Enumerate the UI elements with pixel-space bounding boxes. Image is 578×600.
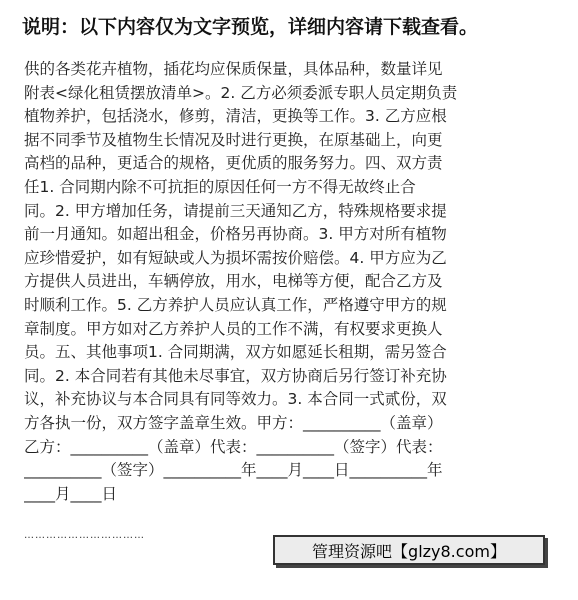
text-line: 据不同季节及植物生长情况及时进行更换，在原基础上，向更 <box>24 130 443 149</box>
text-line: 应珍惜爱护，如有短缺或人为损坏需按价赔偿。4. 甲方应为乙 <box>24 248 447 267</box>
text-line: 高档的品种，更适合的规格，更优质的服务努力。四、双方责 <box>24 154 443 173</box>
text-line: 供的各类花卉植物，插花均应保质保量，具体品种，数量详见 <box>24 60 443 78</box>
text-line: 附表<绿化租赁摆放清单>。2. 乙方必须委派专职人员定期负责 <box>24 83 458 102</box>
text-line: ____月____日 <box>24 484 118 503</box>
text-line: 方各执一份，双方签字盖章生效。甲方：__________（盖章） <box>24 413 443 432</box>
text-line: 员。五、其他事项1. 合同期满，双方如愿延长租期，需另签合 <box>24 343 447 362</box>
text-line: 同。2. 甲方增加任务，请提前三天通知乙方，特殊规格要求提 <box>24 201 447 220</box>
text-line: 植物养护，包括浇水，修剪，清洁，更换等工作。3. 乙方应根 <box>24 107 447 126</box>
text-line: 前一月通知。如超出租金，价格另再协商。3. 甲方对所有植物 <box>24 225 447 244</box>
preview-notice: 说明：以下内容仅为文字预览，详细内容请下载查看。 <box>22 16 479 38</box>
text-line: 议，补充协议与本合同具有同等效力。3. 本合同一式贰份，双 <box>24 390 447 409</box>
text-line: 同。2. 本合同若有其他未尽事宜，双方协商后另行签订补充协 <box>24 366 447 385</box>
ellipsis-dots: …………………………… <box>24 530 145 541</box>
text-line: 任1. 合同期内除不可抗拒的原因任何一方不得无故终止合 <box>24 177 416 196</box>
text-line: 章制度。甲方如对乙方养护人员的工作不满，有权要求更换人 <box>24 319 443 338</box>
text-line: 时顺利工作。5. 乙方养护人员应认真工作，严格遵守甲方的规 <box>24 295 447 314</box>
text-line: __________（签字）__________年____月____日__________年 <box>24 461 443 480</box>
contract-text <box>24 58 554 506</box>
site-watermark-badge[interactable]: 管理资源吧【glzy8.com】 <box>273 535 545 565</box>
text-line: 乙方：__________（盖章）代表：__________（签字）代表： <box>24 437 443 456</box>
text-line: 方提供人员进出，车辆停放，用水，电梯等方便，配合乙方及 <box>24 272 443 291</box>
